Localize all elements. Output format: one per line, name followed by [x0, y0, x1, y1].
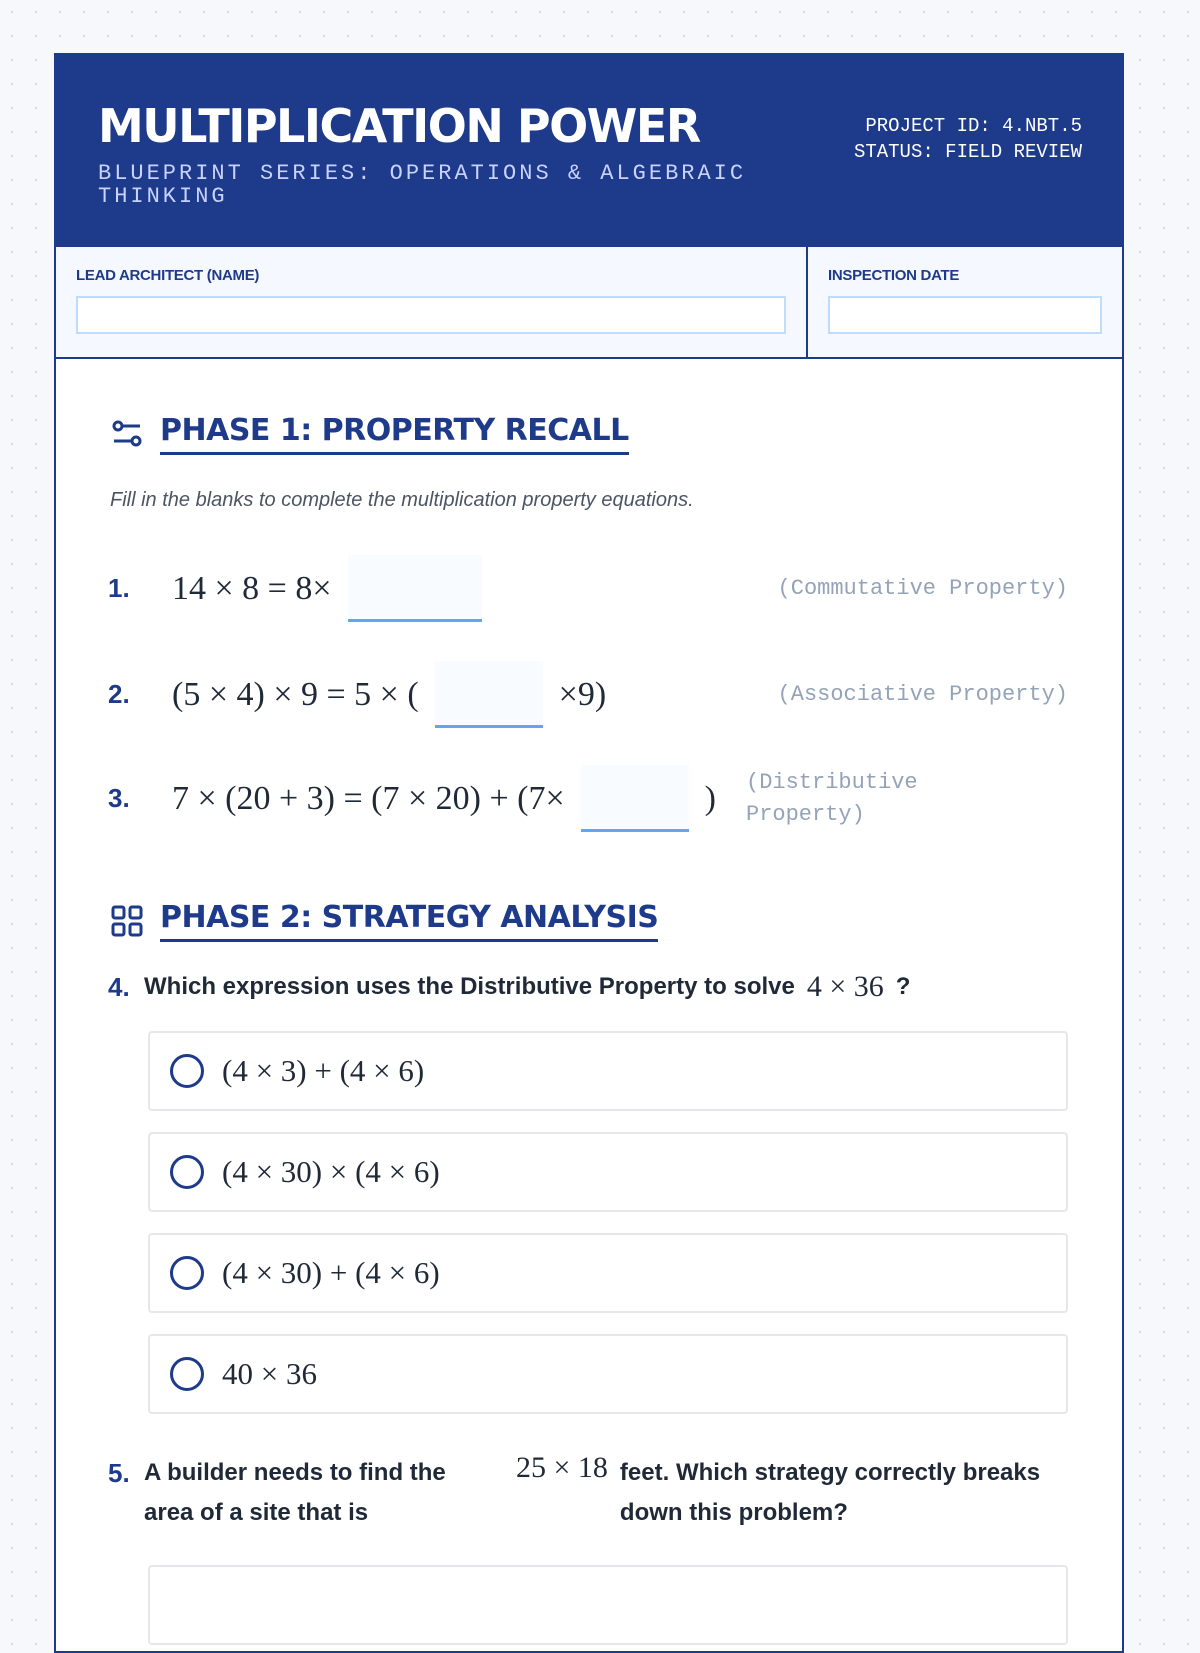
- project-meta: [832, 113, 1082, 165]
- info-fields: [56, 247, 1122, 359]
- radio-button[interactable]: [170, 1256, 204, 1290]
- date-input[interactable]: [828, 296, 1102, 334]
- worksheet: [54, 53, 1124, 1653]
- phase1-heading: [110, 413, 629, 455]
- name-input[interactable]: [76, 296, 786, 334]
- phase1-title: PHASE 1: PROPERTY RECALL: [160, 413, 629, 455]
- option-b[interactable]: (4 × 30) × (4 × 6): [148, 1132, 1068, 1212]
- header: [56, 55, 1122, 247]
- answer-blank-2[interactable]: [435, 661, 543, 728]
- project-id: PROJECT ID: 4.NBT.5: [865, 115, 1082, 137]
- instructions: Fill in the blanks to complete the multiplication property equations.: [110, 489, 694, 511]
- grid-icon: [110, 904, 144, 938]
- subtitle: BLUEPRINT SERIES: OPERATIONS & ALGEBRAIC THINKING: [98, 161, 747, 209]
- answer-blank-3[interactable]: [581, 765, 689, 832]
- question-2: 2. (5 × 4) × 9 = 5 × ( ×9) (Associative Property): [108, 661, 1068, 728]
- radio-button[interactable]: [170, 1357, 204, 1391]
- radio-button[interactable]: [170, 1054, 204, 1088]
- answer-blank-1[interactable]: [348, 555, 482, 622]
- question-5: 5. A builder needs to find the area of a site that is 25 × 18 feet. Which strategy correctly breaks down this problem?: [108, 1451, 1041, 1526]
- status: STATUS: FIELD REVIEW: [853, 141, 1082, 163]
- name-label: LEAD ARCHITECT (NAME): [76, 267, 260, 284]
- option-a[interactable]: (4 × 3) + (4 × 6): [148, 1031, 1068, 1111]
- q5-option-a[interactable]: [148, 1565, 1068, 1645]
- question-4: 4. Which expression uses the Distributive Property to solve 4 × 36 ?: [108, 970, 911, 1003]
- question-1: 1. 14 × 8 = 8× (Commutative Property): [108, 555, 1068, 622]
- page-title: MULTIPLICATION POWER: [98, 99, 700, 153]
- date-label: INSPECTION DATE: [828, 267, 960, 284]
- sliders-icon: [110, 417, 144, 451]
- question-3: 3. 7 × (20 + 3) = (7 × 20) + (7× ) (Distributive Property): [108, 765, 1068, 832]
- phase2-heading: [110, 900, 658, 942]
- option-c[interactable]: (4 × 30) + (4 × 6): [148, 1233, 1068, 1313]
- radio-button[interactable]: [170, 1155, 204, 1189]
- phase2-title: PHASE 2: STRATEGY ANALYSIS: [160, 900, 658, 942]
- option-d[interactable]: 40 × 36: [148, 1334, 1068, 1414]
